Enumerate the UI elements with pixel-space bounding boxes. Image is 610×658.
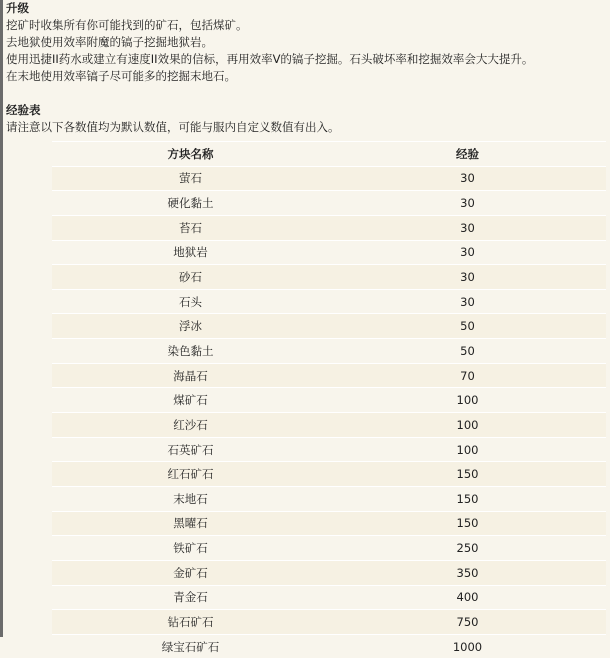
exp-value-cell: 30 <box>329 215 606 240</box>
exp-value-cell: 30 <box>329 265 606 290</box>
block-name-cell: 浮冰 <box>52 314 329 339</box>
table-row <box>52 363 606 388</box>
block-name-cell: 硬化黏土 <box>52 191 329 216</box>
table-row <box>52 511 606 536</box>
table-row <box>52 191 606 216</box>
exp-value-cell: 30 <box>329 240 606 265</box>
block-name-cell: 染色黏土 <box>52 339 329 364</box>
table-row <box>52 610 606 635</box>
exp-value-cell: 750 <box>329 610 606 635</box>
upgrade-line-3: 使用迅捷II药水或建立有速度II效果的信标，再用效率V的镐子挖掘。石头破坏率和挖掘效率会大大提升。 <box>6 52 534 66</box>
table-row <box>52 339 606 364</box>
column-header-block-name: 方块名称 <box>52 142 329 167</box>
block-name-cell: 苔石 <box>52 215 329 240</box>
table-row <box>52 486 606 511</box>
exp-value-cell: 30 <box>329 191 606 216</box>
table-row <box>52 289 606 314</box>
table-row <box>52 437 606 462</box>
block-name-cell: 钻石矿石 <box>52 610 329 635</box>
exp-value-cell: 100 <box>329 437 606 462</box>
exp-value-cell: 30 <box>329 166 606 191</box>
exp-table-body <box>52 166 606 658</box>
block-name-cell: 煤矿石 <box>52 388 329 413</box>
exp-value-cell: 150 <box>329 462 606 487</box>
block-name-cell: 红石矿石 <box>52 462 329 487</box>
block-name-cell: 末地石 <box>52 486 329 511</box>
exp-value-cell: 50 <box>329 339 606 364</box>
table-row <box>52 265 606 290</box>
exp-table-note: 请注意以下各数值均为默认数值，可能与服内自定义数值有出入。 <box>6 120 340 134</box>
exp-table <box>52 141 606 658</box>
table-row <box>52 413 606 438</box>
table-row <box>52 314 606 339</box>
upgrade-line-1: 挖矿时收集所有你可能找到的矿石，包括煤矿。 <box>6 18 248 32</box>
exp-value-cell: 350 <box>329 560 606 585</box>
upgrade-line-4: 在末地使用效率镐子尽可能多的挖掘末地石。 <box>6 69 236 83</box>
block-name-cell: 青金石 <box>52 585 329 610</box>
upgrade-line-2: 去地狱使用效率附魔的镐子挖掘地狱岩。 <box>6 35 213 49</box>
table-row <box>52 215 606 240</box>
block-name-cell: 石头 <box>52 289 329 314</box>
upgrade-heading: 升级 <box>6 1 29 15</box>
block-name-cell: 红沙石 <box>52 413 329 438</box>
table-row <box>52 585 606 610</box>
exp-value-cell: 100 <box>329 413 606 438</box>
table-row <box>52 634 606 658</box>
exp-value-cell: 70 <box>329 363 606 388</box>
table-row <box>52 462 606 487</box>
column-header-exp: 经验 <box>329 142 606 167</box>
exp-value-cell: 150 <box>329 511 606 536</box>
block-name-cell: 绿宝石矿石 <box>52 634 329 658</box>
block-name-cell: 萤石 <box>52 166 329 191</box>
block-name-cell: 石英矿石 <box>52 437 329 462</box>
table-row <box>52 240 606 265</box>
exp-value-cell: 400 <box>329 585 606 610</box>
exp-value-cell: 150 <box>329 486 606 511</box>
block-name-cell: 海晶石 <box>52 363 329 388</box>
table-row <box>52 536 606 561</box>
block-name-cell: 地狱岩 <box>52 240 329 265</box>
section-spacer <box>6 85 610 102</box>
exp-table-heading: 经验表 <box>6 103 41 117</box>
exp-value-cell: 1000 <box>329 634 606 658</box>
table-row <box>52 560 606 585</box>
block-name-cell: 砂石 <box>52 265 329 290</box>
exp-value-cell: 50 <box>329 314 606 339</box>
block-name-cell: 金矿石 <box>52 560 329 585</box>
table-header-row <box>52 142 606 167</box>
exp-value-cell: 30 <box>329 289 606 314</box>
block-name-cell: 铁矿石 <box>52 536 329 561</box>
exp-value-cell: 100 <box>329 388 606 413</box>
block-name-cell: 黑曜石 <box>52 511 329 536</box>
table-row <box>52 166 606 191</box>
exp-value-cell: 250 <box>329 536 606 561</box>
table-row <box>52 388 606 413</box>
